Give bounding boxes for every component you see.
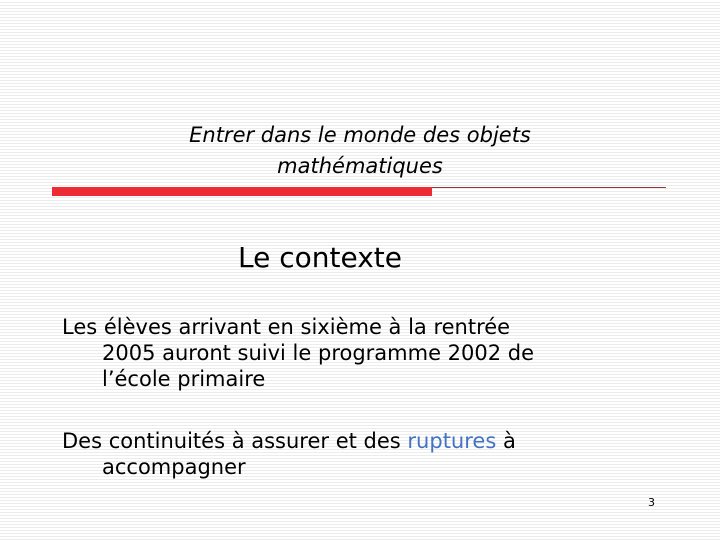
slide-title-line-1: Entrer dans le monde des objets bbox=[189, 123, 531, 147]
paragraph-line bbox=[62, 428, 662, 454]
paragraph-text: à bbox=[502, 429, 516, 453]
section-heading: Le contexte bbox=[238, 241, 402, 274]
paragraph-text: Des continuités à assurer et des bbox=[62, 429, 401, 453]
title-divider-accent-bar bbox=[52, 187, 432, 196]
title-divider bbox=[52, 187, 666, 199]
page-number: 3 bbox=[648, 496, 655, 509]
paragraph-line: Les élèves arrivant en sixième à la rentrée bbox=[62, 315, 511, 339]
paragraph-line: l’école primaire bbox=[102, 367, 266, 391]
slide-title bbox=[150, 120, 570, 182]
paragraph-programme bbox=[62, 314, 662, 392]
paragraph-continuites bbox=[62, 428, 662, 480]
slide-title-line-2: mathématiques bbox=[277, 154, 443, 178]
highlight-ruptures: ruptures bbox=[407, 429, 497, 453]
paragraph-line: 2005 auront suivi le programme 2002 de bbox=[102, 341, 535, 365]
title-divider-thin-line bbox=[432, 187, 666, 188]
paragraph-line: accompagner bbox=[102, 455, 246, 479]
